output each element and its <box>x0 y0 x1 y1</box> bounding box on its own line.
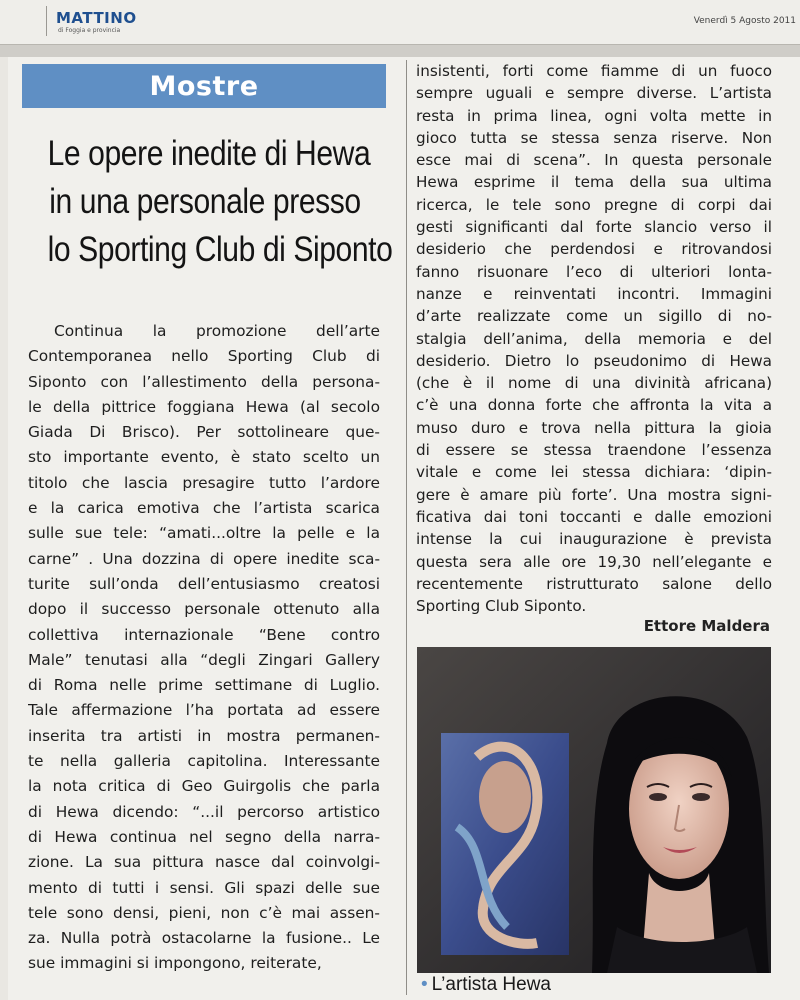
article-author: Ettore Maldera <box>643 617 770 635</box>
headline-line: lo Sporting Club di Siponto <box>47 230 393 269</box>
article-text-line: desiderio che perdendosi e ritrovandosi <box>416 240 772 259</box>
article-text-line: Sporting Club Siponto. <box>416 597 587 616</box>
article-text-line: di essere se stessa traendone l’essenza <box>416 441 772 460</box>
masthead <box>0 0 800 45</box>
article-text-line: turite sull’onda dell’entusiasmo creatosi <box>28 574 380 593</box>
section-banner <box>22 64 386 108</box>
article-text-line: zione. La sua pittura nasce dal coinvolgi- <box>28 853 380 872</box>
article-text-line: c’è una donna forte che affronta la vita a <box>416 396 772 415</box>
article-text-line: resta in prima linea, ogni volta mette in <box>416 106 772 125</box>
newspaper-logo: MATTINO <box>56 9 137 27</box>
article-text-line: te nella galleria capitolina. Interessante <box>28 752 380 771</box>
article-body-left-column <box>28 319 380 977</box>
photo-caption <box>421 974 551 996</box>
article-text-line: insistenti, forti come fiamme di un fuoco <box>416 62 772 80</box>
section-label: Mostre <box>149 70 259 102</box>
page-gap <box>0 45 800 57</box>
article-text-line: ficativa dai toni toccanti e dalle emozioni <box>416 507 772 526</box>
article-text-line: gesti significanti dal forte slancio verso il <box>416 218 772 237</box>
article-text-line: sulle sue tele: “amati...oltre la pelle e la <box>28 524 380 543</box>
article-text-line: fanno risuonare l’eco di ulteriori lonta- <box>416 262 772 281</box>
article-text-line: Giada Di Brisco). Per sottolineare que- <box>28 423 380 442</box>
article-text-line: e la carica emotiva che l’artista scarica <box>28 499 380 518</box>
article-text-line: Contemporanea nello Sporting Club di <box>28 347 380 366</box>
article-text-line: sempre uguali e sempre diverse. L’artista <box>416 84 772 103</box>
artist-photo <box>417 647 771 973</box>
article-text-line: gioco tutta se stessa senza riserve. Non <box>416 128 772 147</box>
article-headline <box>47 130 393 274</box>
article-text-line: mento di tutti i sensi. Gli spazi delle sue <box>28 878 380 897</box>
article-text-line: Male” tenutasi alla “degli Zingari Gallery <box>28 650 380 669</box>
article-text-line: di Hewa dicendo: “...il percorso artistico <box>28 802 380 821</box>
article-text-line: dopo il successo personale ottenuto alla <box>28 600 380 619</box>
article-text-line: desiderio. Dietro lo pseudonimo di Hewa <box>416 351 772 370</box>
article-text-line: recentemente ristrutturato salone dello <box>416 574 772 593</box>
article-text-line: nanze e reinventati incontri. Immagini <box>416 284 772 303</box>
article-text-line: Siponto con l’allestimento della persona- <box>28 372 380 391</box>
article-text-line: sto importante evento, è stato scelto un <box>28 448 380 467</box>
column-divider <box>406 60 407 995</box>
article-text-line: la nota critica di Geo Guirgolis che parla <box>28 777 380 796</box>
article-text-line: titolo che lascia presagire tutto l’ardore <box>28 473 380 492</box>
caption-text: L’artista Hewa <box>431 974 551 995</box>
article-text-line: le della pittrice foggiana Hewa (al secolo <box>28 397 380 416</box>
article-text-line: sue immagini si impongono, reiterate, <box>28 954 322 973</box>
headline-line: in una personale presso <box>49 182 361 221</box>
article-text-line: muso duro e trova nella pittura la gioia <box>416 418 772 437</box>
caption-bullet-icon: • <box>421 974 428 995</box>
article-text-line: collettiva internazionale “Bene contro <box>28 625 380 644</box>
article-text-line: inserita tra artisti in mostra permanen- <box>28 726 380 745</box>
article-text-line: ricerca, le tele sono pregne di corpi dai <box>416 195 772 214</box>
masthead-divider <box>46 6 47 36</box>
headline-line: Le opere inedite di Hewa <box>47 134 371 173</box>
article-text-line: vitale e come lei stessa dichiara: ‘dipin- <box>416 463 772 482</box>
article-text-line: di Roma nelle prime settimane di Luglio. <box>28 676 380 695</box>
article-text-line: tele sono densi, pieni, non c’è mai assen- <box>28 903 380 922</box>
newspaper-logo-subtitle: di Foggia e provincia <box>58 27 121 34</box>
article-text-line: carne” . Una dozzina di opere inedite sca- <box>28 549 380 568</box>
article-text-line: questa sera alle ore 19,30 nell’elegante e <box>416 552 772 571</box>
article-text-line: za. Nulla potrà ostacolarne la fusione.. Le <box>28 929 380 948</box>
article-text-line: gere è amare più forte’. Una mostra signi- <box>416 485 772 504</box>
article-text-line: stalgia dell’anima, della memoria e del <box>416 329 772 348</box>
article-text-line: di Hewa continua nel segno della narra- <box>28 827 380 846</box>
article-text-line: d’arte realizzate come un sigillo di no- <box>416 307 772 326</box>
issue-date: Venerdì 5 Agosto 2011 <box>693 16 796 26</box>
article-body-right-column <box>416 60 772 617</box>
artist-photo-image <box>417 647 771 973</box>
article-text-line: (che è il nome di una divinità africana) <box>416 374 772 393</box>
article-text-line: intense la cui inaugurazione è prevista <box>416 530 772 549</box>
article-text-line: esce mai di scena”. In questa personale <box>416 151 772 170</box>
article-text-line: Continua la promozione dell’arte <box>54 322 380 340</box>
article-text-line: Tale affermazione l’ha portata ad essere <box>28 701 380 720</box>
article-text-line: Hewa esprime il tema della sua ultima <box>416 173 772 192</box>
